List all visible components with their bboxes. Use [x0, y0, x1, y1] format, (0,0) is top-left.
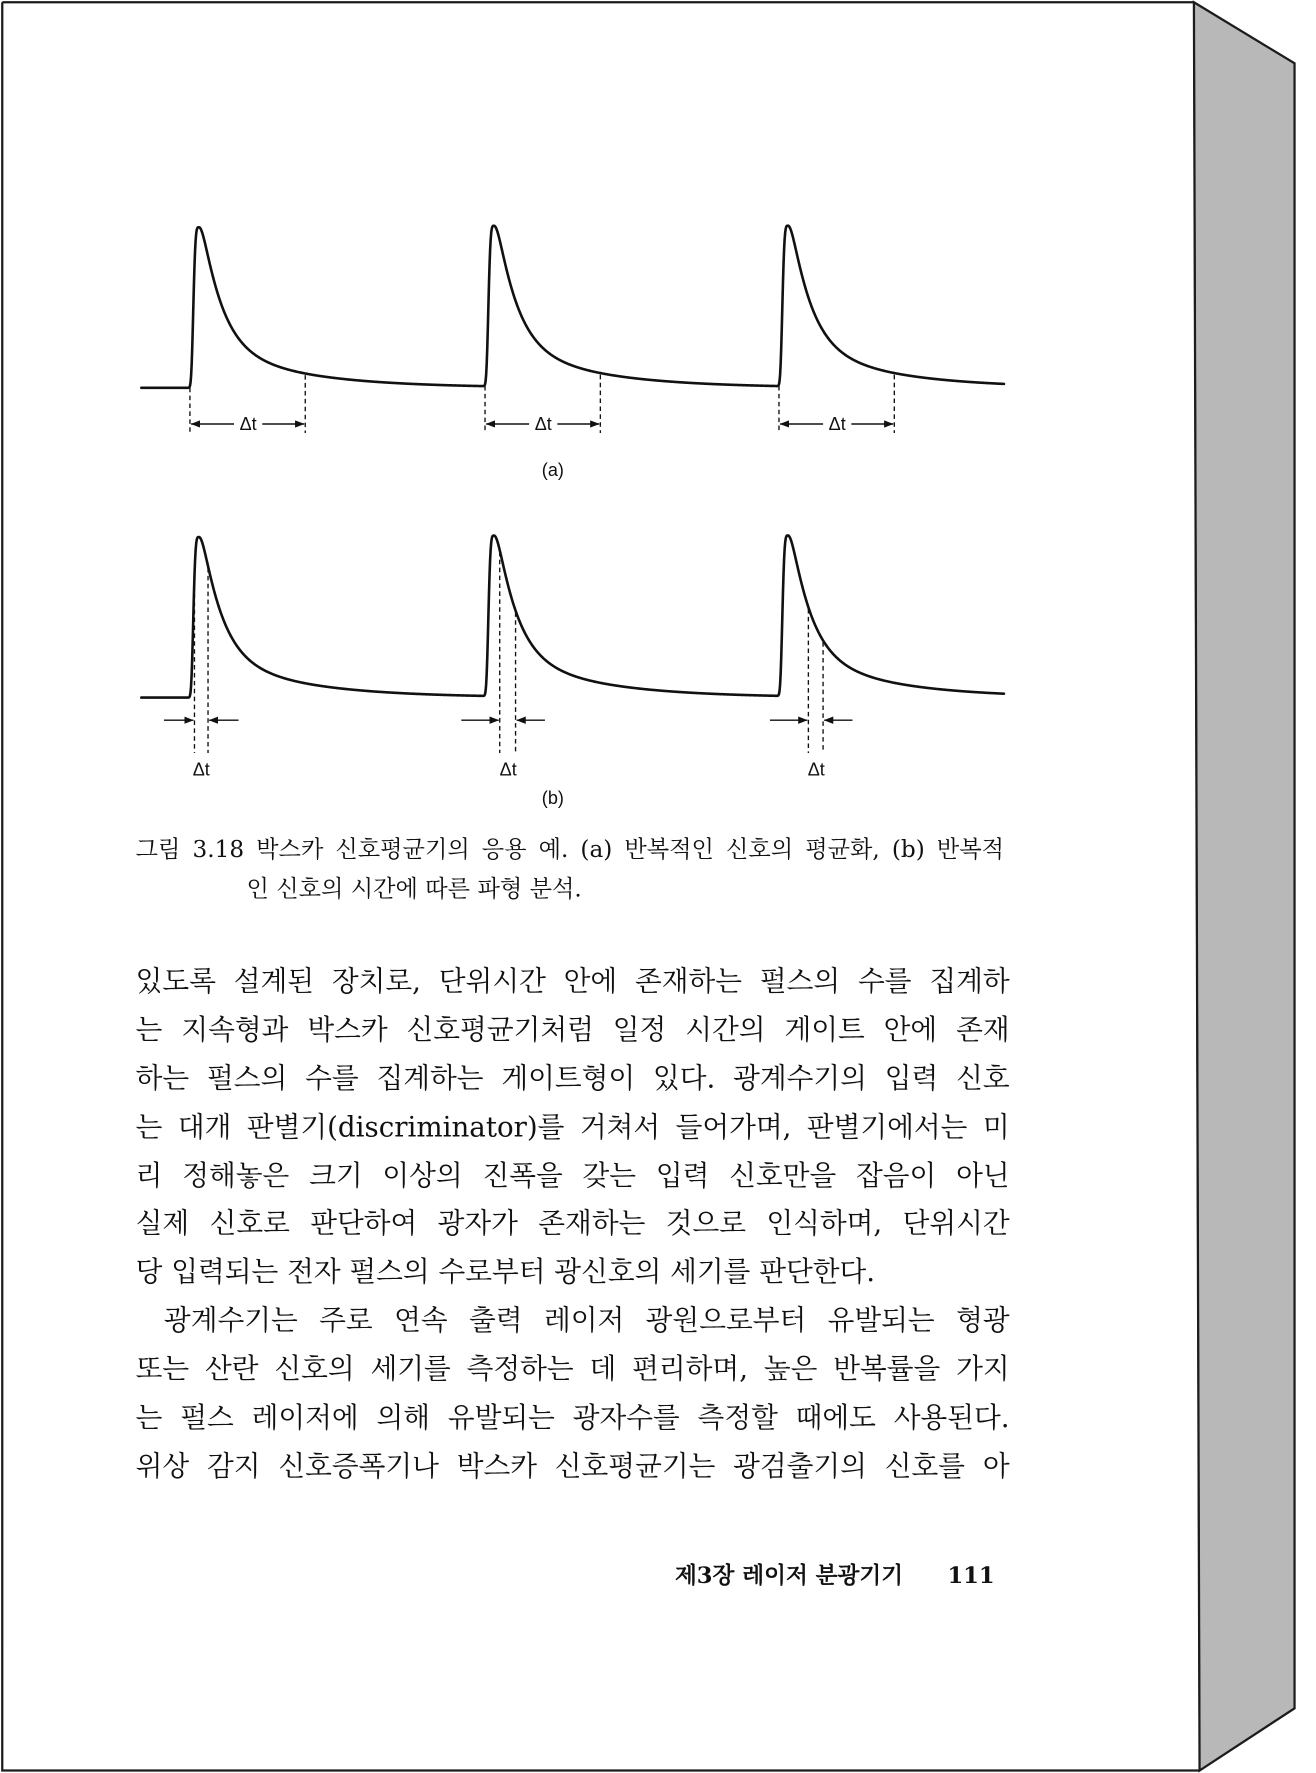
text-line: 있도록 설계된 장치로, 단위시간 안에 존재하는 펄스의 수를 집계하 [135, 964, 1010, 998]
gate-width-arrows [770, 720, 853, 779]
interval-arrow [191, 414, 304, 434]
page-number: 111 [947, 1561, 995, 1589]
caption-line: 그림 3.18 박스카 신호평균기의 응용 예. (a) 반복적인 신호의 평균화, (b) 반복적 [135, 835, 1004, 863]
gate-width-arrows [461, 720, 545, 779]
text-line: 리 정해놓은 크기 이상의 진폭을 갖는 입력 신호만을 잡음이 아닌 [135, 1158, 1010, 1192]
interval-arrow [486, 414, 599, 434]
gate-width-arrows [164, 720, 239, 779]
figure-caption [136, 830, 1004, 909]
interval-arrow [780, 414, 893, 434]
panel-b-label: (b) [541, 787, 564, 808]
chapter-title: 제3장 레이저 분광기기 [674, 1561, 904, 1589]
figure-panel-b [141, 535, 1004, 807]
delta-t-label: Δt [499, 759, 517, 780]
figure-panel-a [141, 226, 1004, 480]
delta-t-label: Δt [534, 414, 552, 435]
book-side-edge [1194, 2, 1295, 1770]
panel-a-label: (a) [541, 459, 564, 480]
text-line: 당 입력되는 전자 펄스의 수로부터 광신호의 세기를 판단한다. [135, 1255, 876, 1289]
paragraph-2 [136, 1297, 1010, 1491]
text-line: 또는 산란 신호의 세기를 측정하는 데 편리하며, 높은 반복률을 가지 [135, 1352, 1010, 1386]
paragraph-1 [136, 958, 1010, 1297]
text-line: 하는 펄스의 수를 집계하는 게이트형이 있다. 광계수기의 입력 신호 [135, 1061, 1010, 1095]
delta-t-label: Δt [807, 759, 825, 780]
text-line: 는 대개 판별기(discriminator)를 거쳐서 들어가며, 판별기에서는 미 [135, 1109, 1010, 1143]
caption-line: 인 신호의 시간에 따른 파형 분석. [246, 875, 582, 903]
pulse-train-curve-b [141, 535, 1004, 697]
text-line: 는 지속형과 박스카 신호평균기처럼 일정 시간의 게이트 안에 존재 [135, 1012, 1010, 1046]
delta-t-label: Δt [828, 414, 846, 435]
delta-t-label: Δt [192, 759, 210, 780]
text-line: 는 펄스 레이저에 의해 유발되는 광자수를 측정할 때에도 사용된다. [135, 1400, 1010, 1434]
text-line: 광계수기는 주로 연속 출력 레이저 광원으로부터 유발되는 형광 [163, 1303, 1010, 1337]
page-footer [0, 1558, 1316, 1592]
text-line: 실제 신호로 판단하여 광자가 존재하는 것으로 인식하며, 단위시간 [135, 1206, 1010, 1240]
delta-t-label: Δt [239, 414, 257, 435]
body-text [136, 958, 1010, 1491]
text-line: 위상 감지 신호증폭기나 박스카 신호평균기는 광검출기의 신호를 아 [135, 1449, 1010, 1483]
pulse-train-curve-a [141, 226, 1004, 388]
